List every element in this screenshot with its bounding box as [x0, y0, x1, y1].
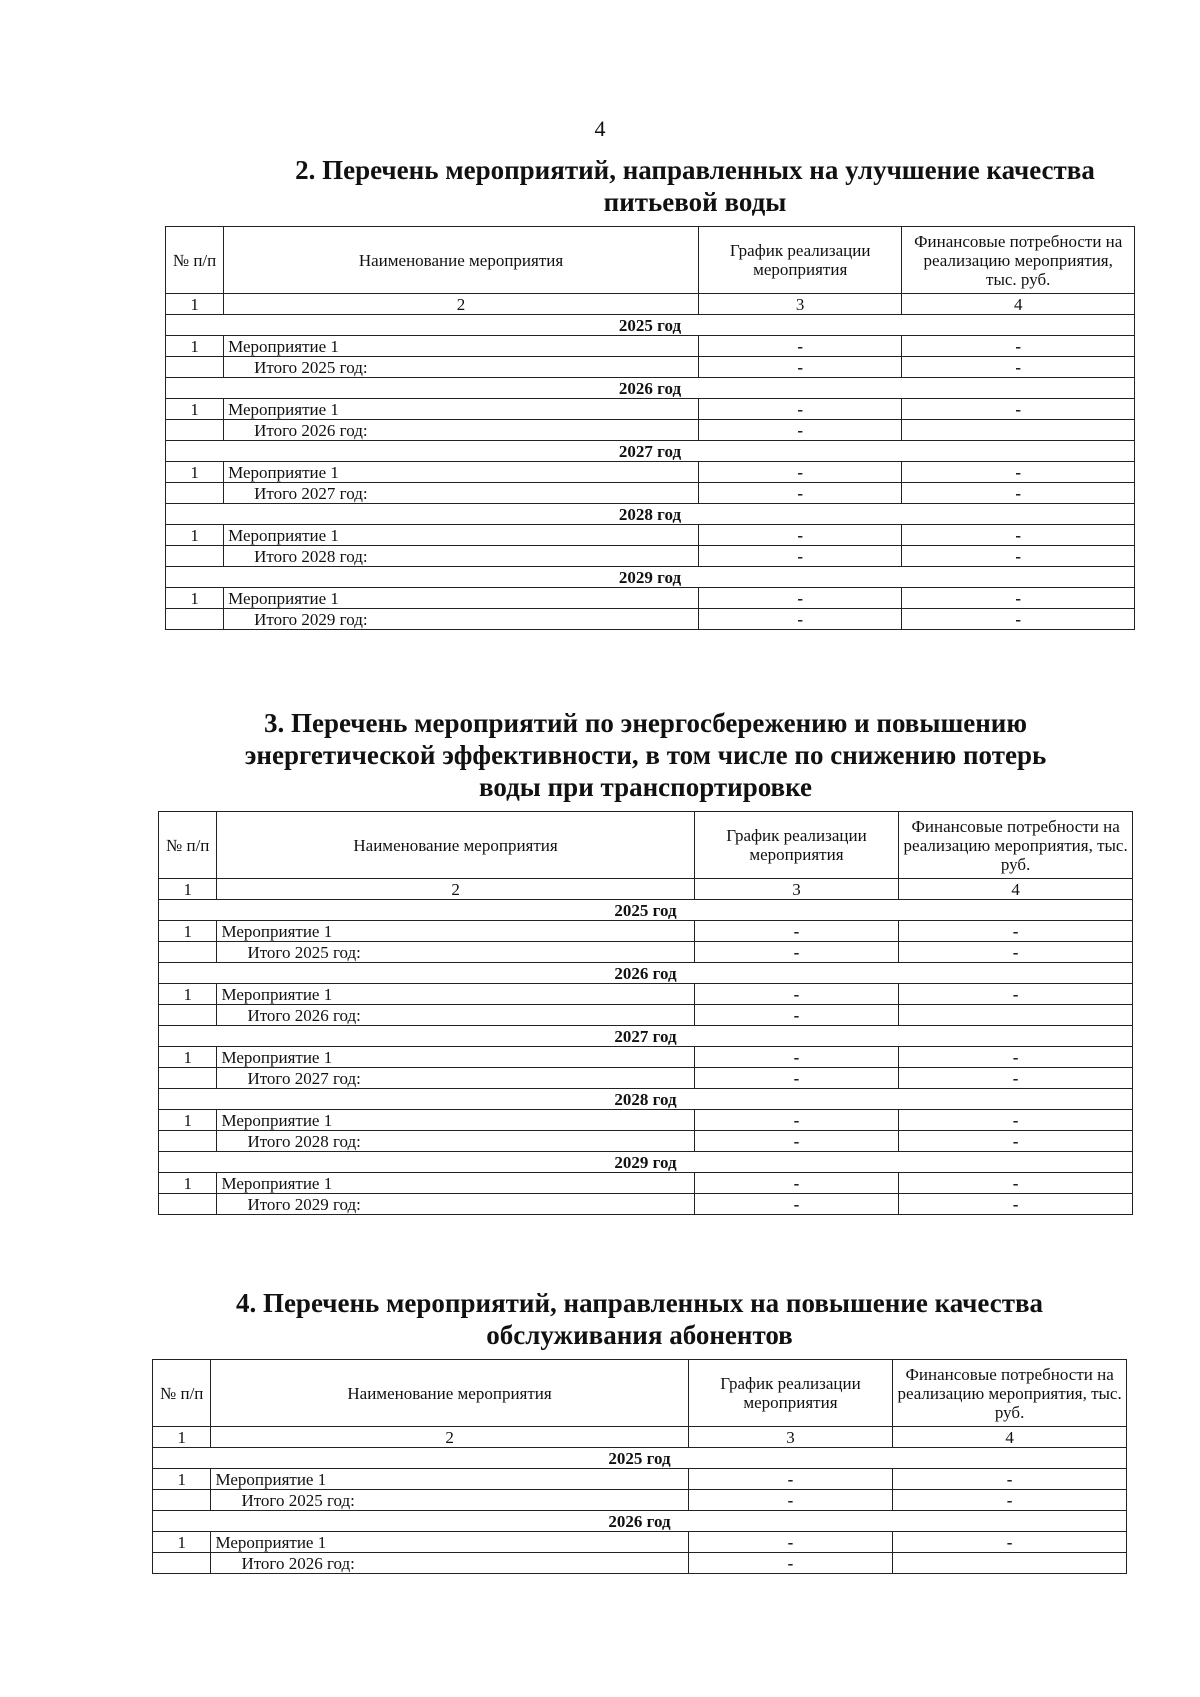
item-name: Мероприятие 1: [217, 1173, 694, 1194]
header-schedule: График реализации мероприятия: [688, 1360, 893, 1427]
item-name: Мероприятие 1: [217, 1110, 694, 1131]
item-schedule: -: [694, 1110, 899, 1131]
year-row: [159, 1026, 1133, 1047]
total-finance: [893, 1553, 1127, 1574]
header-num: № п/п: [153, 1360, 211, 1427]
total-label: Итого 2027 год:: [217, 1068, 694, 1089]
header-num: № п/п: [166, 227, 224, 294]
section-title-line: 4. Перечень мероприятий, направленных на повышение качества: [235, 1288, 1044, 1318]
item-name: Мероприятие 1: [217, 984, 694, 1005]
item-finance: -: [893, 1532, 1127, 1553]
item-schedule: -: [694, 921, 899, 942]
total-label: Итого 2027 год:: [224, 483, 699, 504]
item-schedule: -: [698, 588, 901, 609]
section-title-line: обслуживания абонентов: [486, 1320, 793, 1350]
total-number: [159, 1194, 217, 1215]
year-label: 2026 год: [153, 1511, 1127, 1532]
year-row: [159, 1089, 1133, 1110]
column-number-row: [153, 1427, 1127, 1448]
item-name: Мероприятие 1: [217, 1047, 694, 1068]
item-number: 1: [166, 588, 224, 609]
total-schedule: -: [694, 1131, 899, 1152]
total-row: [166, 357, 1135, 378]
year-label: 2026 год: [166, 378, 1135, 399]
table-row: [166, 462, 1135, 483]
item-schedule: -: [698, 462, 901, 483]
total-row: [166, 420, 1135, 441]
year-row: [153, 1511, 1127, 1532]
header-finance: Финансовые потребности на реализацию мероприятия, тыс. руб.: [893, 1360, 1127, 1427]
item-finance: -: [899, 921, 1133, 942]
total-label: Итого 2026 год:: [224, 420, 699, 441]
total-schedule: -: [694, 1194, 899, 1215]
total-label: Итого 2028 год:: [224, 546, 699, 567]
column-number: 4: [893, 1427, 1127, 1448]
total-row: [166, 609, 1135, 630]
header-finance: Финансовые потребности на реализацию мероприятия, тыс. руб.: [902, 227, 1135, 294]
year-label: 2026 год: [159, 963, 1133, 984]
item-finance: -: [902, 462, 1135, 483]
total-finance: -: [899, 942, 1133, 963]
year-row: [166, 378, 1135, 399]
total-label: Итого 2028 год:: [217, 1131, 694, 1152]
table-row: [159, 921, 1133, 942]
total-finance: -: [902, 483, 1135, 504]
item-schedule: -: [688, 1469, 893, 1490]
total-number: [159, 942, 217, 963]
header-name: Наименование мероприятия: [224, 227, 699, 294]
section-title: [158, 707, 1133, 803]
item-name: Мероприятие 1: [211, 1532, 688, 1553]
total-finance: [899, 1005, 1133, 1026]
item-number: 1: [166, 525, 224, 546]
total-schedule: -: [698, 357, 901, 378]
total-number: [153, 1553, 211, 1574]
total-row: [159, 1068, 1133, 1089]
table-row: [153, 1532, 1127, 1553]
total-row: [159, 1005, 1133, 1026]
item-finance: -: [899, 1110, 1133, 1131]
year-row: [166, 315, 1135, 336]
total-schedule: -: [694, 1005, 899, 1026]
total-label: Итого 2025 год:: [211, 1490, 688, 1511]
item-schedule: -: [694, 984, 899, 1005]
total-label: Итого 2029 год:: [224, 609, 699, 630]
total-label: Итого 2025 год:: [217, 942, 694, 963]
table-row: [159, 1173, 1133, 1194]
total-row: [166, 546, 1135, 567]
year-label: 2029 год: [159, 1152, 1133, 1173]
total-schedule: -: [698, 420, 901, 441]
page-number: 4: [594, 116, 606, 141]
year-row: [159, 1152, 1133, 1173]
section-title: [165, 154, 1135, 218]
total-finance: [902, 420, 1135, 441]
header-num: № п/п: [159, 812, 217, 879]
item-number: 1: [159, 1173, 217, 1194]
column-number: 3: [694, 879, 899, 900]
item-schedule: -: [694, 1173, 899, 1194]
item-number: 1: [166, 336, 224, 357]
total-finance: -: [902, 609, 1135, 630]
year-label: 2029 год: [166, 567, 1135, 588]
table-row: [166, 588, 1135, 609]
column-number: 2: [217, 879, 694, 900]
column-number: 1: [166, 294, 224, 315]
total-finance: -: [902, 546, 1135, 567]
item-schedule: -: [698, 525, 901, 546]
table-row: [159, 1047, 1133, 1068]
table-header-row: [159, 812, 1133, 879]
item-name: Мероприятие 1: [211, 1469, 688, 1490]
item-finance: -: [902, 336, 1135, 357]
item-number: 1: [159, 1110, 217, 1131]
table-row: [166, 336, 1135, 357]
section-subscriber-service: [152, 1287, 1127, 1574]
table-row: [153, 1469, 1127, 1490]
item-finance: -: [899, 984, 1133, 1005]
item-name: Мероприятие 1: [224, 336, 699, 357]
item-name: Мероприятие 1: [224, 462, 699, 483]
total-schedule: -: [698, 546, 901, 567]
total-number: [153, 1490, 211, 1511]
total-row: [159, 1194, 1133, 1215]
column-number: 4: [902, 294, 1135, 315]
total-finance: -: [893, 1490, 1127, 1511]
total-schedule: -: [694, 942, 899, 963]
column-number: 4: [899, 879, 1133, 900]
total-schedule: -: [698, 609, 901, 630]
total-schedule: -: [688, 1553, 893, 1574]
table-row: [159, 1110, 1133, 1131]
item-finance: -: [893, 1469, 1127, 1490]
header-schedule: График реализации мероприятия: [698, 227, 901, 294]
header-name: Наименование мероприятия: [217, 812, 694, 879]
item-schedule: -: [698, 399, 901, 420]
header-schedule: График реализации мероприятия: [694, 812, 899, 879]
total-row: [153, 1553, 1127, 1574]
total-number: [159, 1068, 217, 1089]
column-number-row: [166, 294, 1135, 315]
item-finance: -: [902, 588, 1135, 609]
total-row: [159, 942, 1133, 963]
item-finance: -: [899, 1173, 1133, 1194]
item-number: 1: [159, 1047, 217, 1068]
total-finance: -: [899, 1194, 1133, 1215]
year-row: [153, 1448, 1127, 1469]
total-row: [153, 1490, 1127, 1511]
section-title: [152, 1287, 1127, 1351]
total-finance: -: [902, 357, 1135, 378]
total-number: [166, 609, 224, 630]
measures-table: [165, 226, 1135, 630]
column-number: 2: [211, 1427, 688, 1448]
total-schedule: -: [688, 1490, 893, 1511]
item-number: 1: [159, 921, 217, 942]
section-title-line: 2. Перечень мероприятий, направленных на улучшение качества: [295, 155, 1095, 185]
year-row: [159, 963, 1133, 984]
item-name: Мероприятие 1: [217, 921, 694, 942]
total-row: [159, 1131, 1133, 1152]
total-row: [166, 483, 1135, 504]
year-row: [166, 441, 1135, 462]
total-number: [159, 1131, 217, 1152]
measures-table: [152, 1359, 1127, 1574]
total-number: [166, 420, 224, 441]
section-drinking-water: [165, 154, 1135, 630]
column-number-row: [159, 879, 1133, 900]
item-number: 1: [166, 462, 224, 483]
item-number: 1: [166, 399, 224, 420]
year-row: [159, 900, 1133, 921]
header-finance: Финансовые потребности на реализацию мероприятия, тыс. руб.: [899, 812, 1133, 879]
total-finance: -: [899, 1131, 1133, 1152]
section-title-line: 3. Перечень мероприятий по энергосбережению и повышению: [263, 708, 1027, 738]
year-label: 2027 год: [159, 1026, 1133, 1047]
total-number: [166, 357, 224, 378]
section-title-line: питьевой воды: [603, 187, 787, 217]
table-header-row: [166, 227, 1135, 294]
item-number: 1: [159, 984, 217, 1005]
total-label: Итого 2025 год:: [224, 357, 699, 378]
column-number: 1: [159, 879, 217, 900]
total-number: [166, 483, 224, 504]
column-number: 3: [698, 294, 901, 315]
total-schedule: -: [694, 1068, 899, 1089]
section-title-line: воды при транспортировке: [479, 772, 812, 802]
table-row: [159, 984, 1133, 1005]
total-number: [159, 1005, 217, 1026]
year-label: 2028 год: [159, 1089, 1133, 1110]
table-header-row: [153, 1360, 1127, 1427]
year-label: 2025 год: [159, 900, 1133, 921]
column-number: 1: [153, 1427, 211, 1448]
table-row: [166, 525, 1135, 546]
table-row: [166, 399, 1135, 420]
item-name: Мероприятие 1: [224, 588, 699, 609]
total-label: Итого 2026 год:: [217, 1005, 694, 1026]
total-number: [166, 546, 224, 567]
item-schedule: -: [698, 336, 901, 357]
column-number: 3: [688, 1427, 893, 1448]
item-number: 1: [153, 1532, 211, 1553]
measures-table: [158, 811, 1133, 1215]
item-finance: -: [902, 399, 1135, 420]
year-label: 2027 год: [166, 441, 1135, 462]
section-title-line: энергетической эффективности, в том числе по снижению потерь: [244, 740, 1047, 770]
item-number: 1: [153, 1469, 211, 1490]
column-number: 2: [224, 294, 699, 315]
item-finance: -: [899, 1047, 1133, 1068]
section-energy-saving: [158, 707, 1133, 1215]
header-name: Наименование мероприятия: [211, 1360, 688, 1427]
item-name: Мероприятие 1: [224, 399, 699, 420]
item-schedule: -: [694, 1047, 899, 1068]
total-label: Итого 2026 год:: [211, 1553, 688, 1574]
item-finance: -: [902, 525, 1135, 546]
year-label: 2028 год: [166, 504, 1135, 525]
item-schedule: -: [688, 1532, 893, 1553]
item-name: Мероприятие 1: [224, 525, 699, 546]
year-label: 2025 год: [166, 315, 1135, 336]
total-finance: -: [899, 1068, 1133, 1089]
year-label: 2025 год: [153, 1448, 1127, 1469]
year-row: [166, 504, 1135, 525]
total-label: Итого 2029 год:: [217, 1194, 694, 1215]
year-row: [166, 567, 1135, 588]
total-schedule: -: [698, 483, 901, 504]
